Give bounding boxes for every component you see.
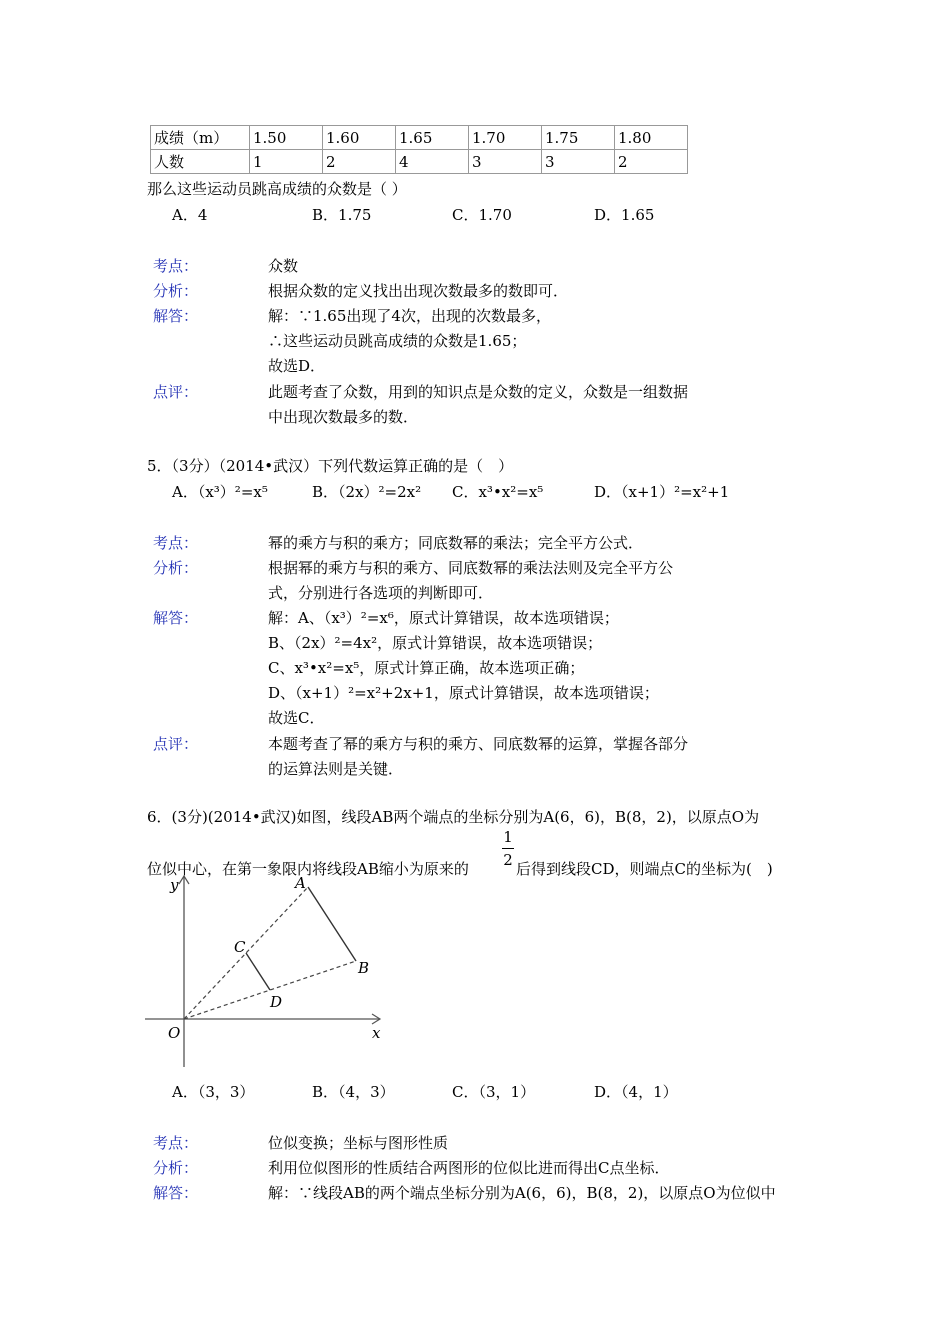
jieda-label: 解答： <box>153 1184 199 1202</box>
option-c: C．（3，1） <box>452 1083 536 1101</box>
kaodian-text: 众数 <box>268 257 299 275</box>
option-b: B．（2x）²=2x² <box>312 483 422 501</box>
kaodian-label: 考点： <box>153 534 199 552</box>
segment-ab <box>308 887 356 961</box>
table-row <box>151 150 688 174</box>
label-a: A <box>295 874 306 892</box>
dianping-label: 点评： <box>153 383 199 401</box>
table-row <box>151 126 688 150</box>
fenxi-line: 根据幂的乘方与积的乘方、同底数幂的乘法法则及完全平方公 <box>268 559 674 577</box>
option-a: A．4 <box>172 206 208 224</box>
jieda-label: 解答： <box>153 609 199 627</box>
label-y: y <box>170 876 179 894</box>
table-cell: 1.50 <box>250 126 323 150</box>
table-cell: 2 <box>323 150 396 174</box>
jieda-line: 故选C． <box>268 709 325 727</box>
kaodian-label: 考点： <box>153 1134 199 1152</box>
table-cell: 1.80 <box>615 126 688 150</box>
option-a: A．（x³）²=x⁵ <box>172 483 268 501</box>
fraction-denominator: 2 <box>503 851 513 869</box>
option-d: D．（x+1）²=x²+1 <box>594 483 730 501</box>
table-cell: 成绩（m） <box>151 126 250 150</box>
jieda-line: 解：A、（x³）²=x⁶，原式计算错误，故本选项错误； <box>268 609 619 627</box>
table-cell: 1.75 <box>542 126 615 150</box>
option-d: D．1.65 <box>594 206 655 224</box>
dianping-line: 的运算法则是关键． <box>268 760 404 778</box>
table-cell: 3 <box>542 150 615 174</box>
fenxi-text: 根据众数的定义找出出现次数最多的数即可． <box>268 282 569 300</box>
option-a: A．（3，3） <box>172 1083 255 1101</box>
jieda-line: 解：∵1.65出现了4次，出现的次数最多， <box>268 307 551 325</box>
table-cell: 1 <box>250 150 323 174</box>
label-d: D <box>270 993 283 1011</box>
label-c: C <box>234 938 246 956</box>
fenxi-text: 利用位似图形的性质结合两图形的位似比进而得出C点坐标． <box>268 1159 670 1177</box>
table-cell: 1.70 <box>469 126 542 150</box>
kaodian-text: 幂的乘方与积的乘方；同底数幂的乘法；完全平方公式． <box>268 534 644 552</box>
fraction-numerator: 1 <box>503 828 513 846</box>
score-table <box>150 125 688 174</box>
option-b: B．1.75 <box>312 206 372 224</box>
jieda-line: C、x³•x²=x⁵，原式计算正确，故本选项正确； <box>268 659 585 677</box>
question-text: 6．(3分)(2014•武汉)如图，线段AB两个端点的坐标分别为A(6，6)，B(8，2)，以原点O为 <box>147 808 760 826</box>
fraction <box>502 828 514 869</box>
label-o: O <box>168 1024 181 1042</box>
question-text: 后得到线段CD，则端点C的坐标为( ) <box>516 860 773 878</box>
question-text: 位似中心，在第一象限内将线段AB缩小为原来的 <box>147 860 469 878</box>
kaodian-label: 考点： <box>153 257 199 275</box>
dianping-line: 中出现次数最多的数． <box>268 408 419 426</box>
fenxi-label: 分析： <box>153 559 199 577</box>
table-cell: 3 <box>469 150 542 174</box>
dianping-line: 本题考查了幂的乘方与积的乘方、同底数幂的运算，掌握各部分 <box>268 735 689 753</box>
kaodian-text: 位似变换；坐标与图形性质 <box>268 1134 449 1152</box>
question-text: 那么这些运动员跳高成绩的众数是（ ） <box>147 180 407 198</box>
table-cell: 4 <box>396 150 469 174</box>
option-b: B．（4，3） <box>312 1083 395 1101</box>
table-cell: 2 <box>615 150 688 174</box>
option-d: D．（4，1） <box>594 1083 678 1101</box>
table-cell: 1.65 <box>396 126 469 150</box>
coordinate-figure <box>140 872 400 1072</box>
table-cell: 1.60 <box>323 126 396 150</box>
label-b: B <box>358 959 370 977</box>
jieda-line: 故选D． <box>268 357 326 375</box>
table-cell: 人数 <box>151 150 250 174</box>
option-c: C．x³•x²=x⁵ <box>452 483 544 501</box>
segment-cd <box>246 953 270 990</box>
question-text: 5．（3分）（2014•武汉）下列代数运算正确的是（ ） <box>147 457 514 475</box>
dianping-label: 点评： <box>153 735 199 753</box>
fenxi-label: 分析： <box>153 1159 199 1177</box>
jieda-line: 解：∵线段AB的两个端点坐标分别为A(6，6)，B(8，2)，以原点O为位似中 <box>268 1184 776 1202</box>
jieda-line: ∴这些运动员跳高成绩的众数是1.65； <box>268 332 527 350</box>
jieda-line: B、（2x）²=4x²，原式计算错误，故本选项错误； <box>268 634 603 652</box>
fenxi-label: 分析： <box>153 282 199 300</box>
fraction-bar <box>502 848 514 849</box>
option-c: C．1.70 <box>452 206 512 224</box>
label-x: x <box>372 1024 381 1042</box>
jieda-label: 解答： <box>153 307 199 325</box>
dianping-line: 此题考查了众数，用到的知识点是众数的定义，众数是一组数据 <box>268 383 689 401</box>
jieda-line: D、（x+1）²=x²+2x+1，原式计算错误，故本选项错误； <box>268 684 659 702</box>
fenxi-line: 式，分别进行各选项的判断即可． <box>268 584 494 602</box>
